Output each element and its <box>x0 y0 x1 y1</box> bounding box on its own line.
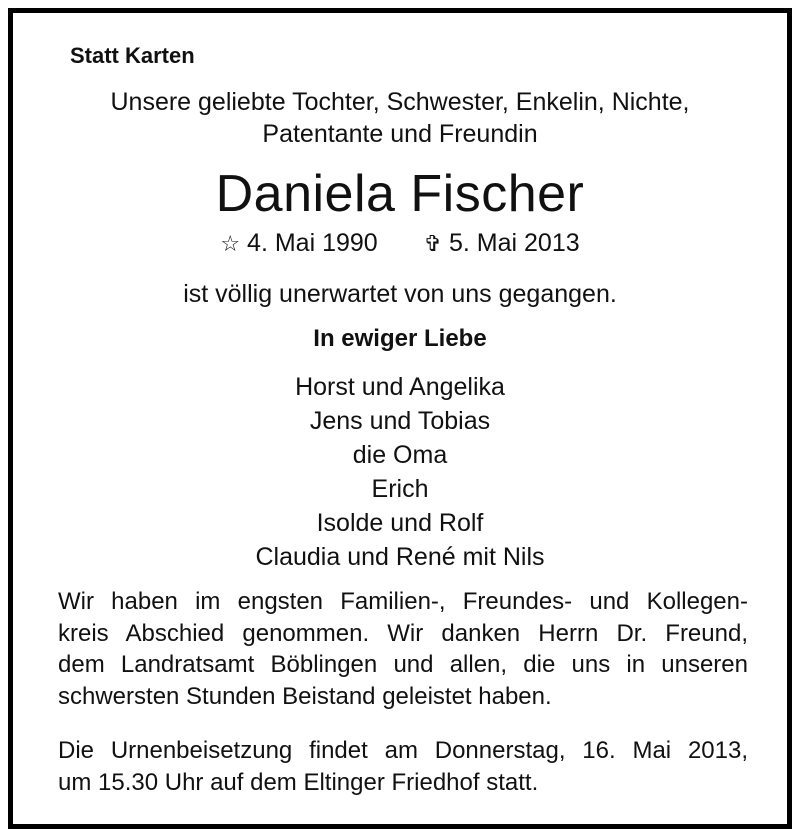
passed-away-text: ist völlig unerwartet von uns gegangen. <box>183 280 617 308</box>
burial-paragraph <box>58 735 748 798</box>
star-birth-icon: ☆ <box>220 232 241 257</box>
mourner-line: Erich <box>371 475 429 503</box>
mourners-list <box>0 370 800 574</box>
paragraph-line: schwersten Stunden Beistand geleistet haben. <box>58 682 552 710</box>
farewell-paragraph <box>58 586 748 712</box>
mourner-line: Isolde und Rolf <box>316 509 484 537</box>
mourner-line: Horst und Angelika <box>295 373 505 401</box>
paragraph-line: Wir haben im engsten Familien-, Freundes- und Kollegen- <box>58 588 748 615</box>
mourner-line: Jens und Tobias <box>309 407 491 435</box>
paragraph-line: um 15.30 Uhr auf dem Eltinger Friedhof statt. <box>58 768 539 796</box>
birth-date: 4. Mai 1990 <box>247 229 378 257</box>
paragraph-line: dem Landratsamt Böblingen und allen, die uns in unseren <box>58 651 748 678</box>
paragraph-line: Die Urnenbeisetzung findet am Donnerstag, 16. Mai 2013, <box>58 737 748 764</box>
intro-text <box>0 86 800 150</box>
death-date: 5. Mai 2013 <box>448 229 580 257</box>
life-dates <box>0 226 800 262</box>
paragraph-line: kreis Abschied genommen. Wir danken Herrn Dr. Freund, <box>58 619 748 647</box>
in-ewiger-liebe-heading: In ewiger Liebe <box>313 325 487 352</box>
intro-line-2: Patentante und Freundin <box>262 120 538 148</box>
deceased-name: Daniela Fischer <box>215 165 585 223</box>
cross-death-icon: ✞ <box>423 232 443 257</box>
mourner-line: die Oma <box>352 441 448 469</box>
mourner-line: Claudia und René mit Nils <box>255 543 545 571</box>
statt-karten-heading: Statt Karten <box>70 43 195 68</box>
intro-line-1: Unsere geliebte Tochter, Schwester, Enkelin, Nichte, <box>110 88 690 116</box>
